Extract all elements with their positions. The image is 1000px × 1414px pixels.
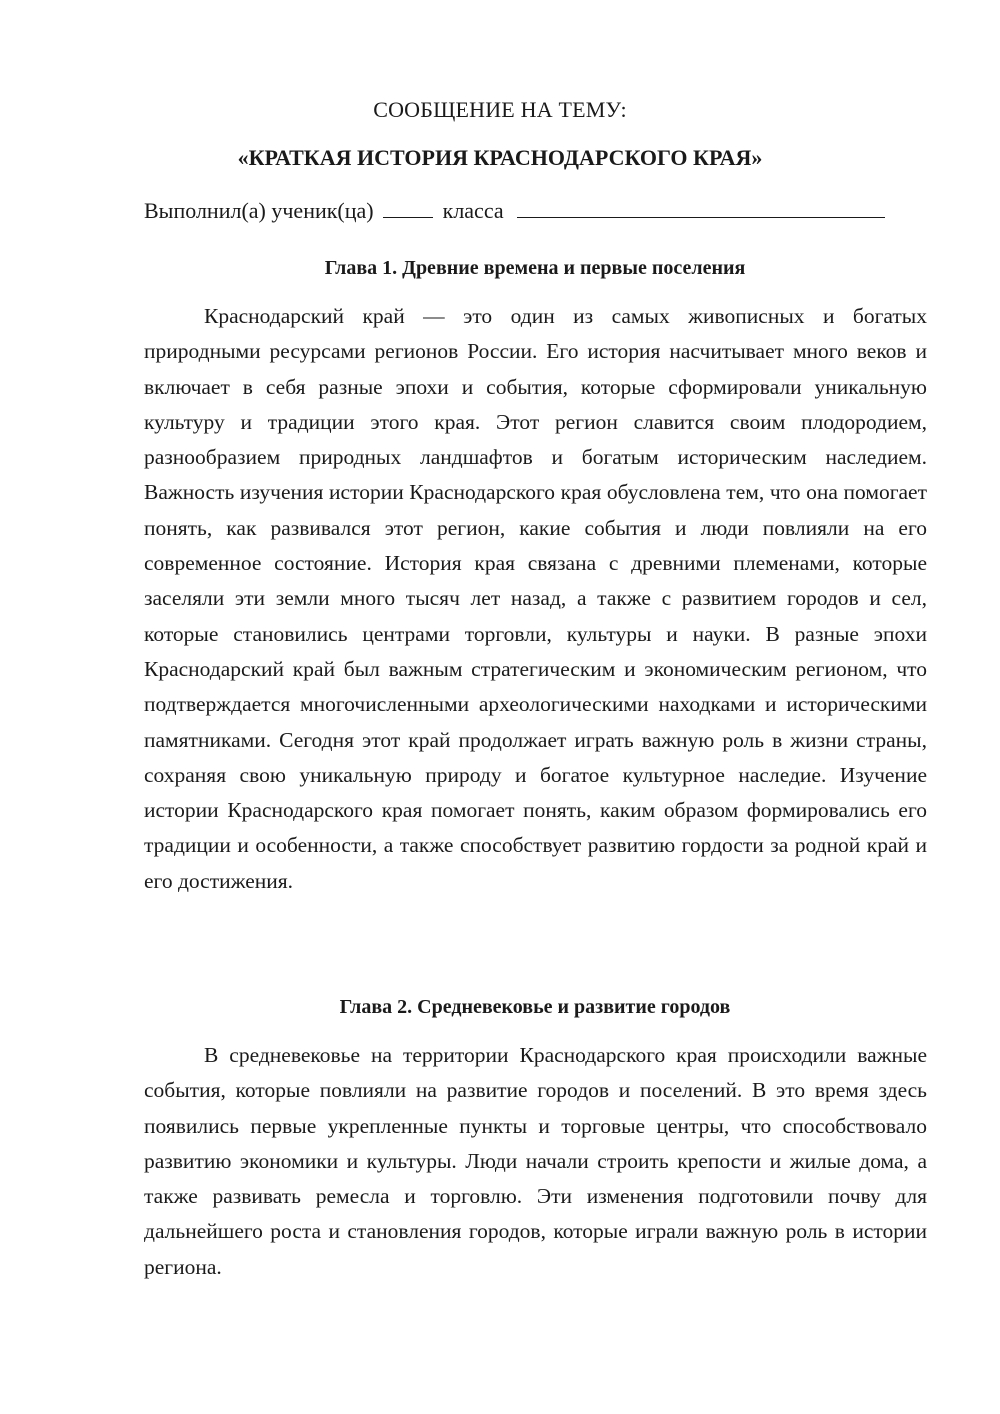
author-prefix: Выполнил(а) ученик(ца) xyxy=(144,198,374,223)
chapter-2-heading: Глава 2. Средневековье и развитие городов xyxy=(339,996,731,1018)
chapter-1-text: Краснодарский край — это один из самых живописных и богатых природными ресурсами регионов России. Его история насчитывает много веков и включает в себя разные эпохи и события, которые сформировали уникальную культуру и традиции этого края. Этот регион славится своим плодородием, разнообразием природных ландшафтов и богатым историческим наследием. Важность изучения истории Краснодарского края обусловлена тем, что она помогает понять, как развивался этот регион, какие события и люди повлияли на его современное состояние. История края связана с древними племенами, которые заселяли эти земли много тысяч лет назад, а также с развитием городов и сел, которые становились центрами торговли, культуры и науки. В разные эпохи Краснодарский край был важным стратегическим и экономическим регионом, что подтверждается многочисленными археологическими находками и историческими памятниками. Сегодня этот край продолжает играть важную роль в жизни страны, сохраняя свою уникальную природу и богатое культурное наследие. Изучение истории Краснодарского края помогает понять, каким образом формировались его традиции и особенности, а также способствует развитию гордости за родной край и его достижения. xyxy=(144,304,927,893)
chapter-2-text: В средневековье на территории Краснодарского края происходили важные события, которые повлияли на развитие городов и поселений. В это время здесь появились первые укрепленные пункты и торговые центры, что способствовало развитию экономики и культуры. Люди начали строить крепости и жилые дома, а также развивать ремесла и торговлю. Эти изменения подготовили почву для дальнейшего роста и становления городов, которые играли важную роль в истории региона. xyxy=(144,1043,927,1279)
document-title-topic: «КРАТКАЯ ИСТОРИЯ КРАСНОДАРСКОГО КРАЯ» xyxy=(237,145,763,170)
student-name-blank xyxy=(517,197,885,218)
class-number-blank xyxy=(383,197,433,218)
document-title-line1: СООБЩЕНИЕ НА ТЕМУ: xyxy=(373,97,627,122)
chapter-1-heading: Глава 1. Древние времена и первые поселения xyxy=(324,257,746,279)
author-line xyxy=(144,197,885,225)
class-label: класса xyxy=(442,198,504,223)
